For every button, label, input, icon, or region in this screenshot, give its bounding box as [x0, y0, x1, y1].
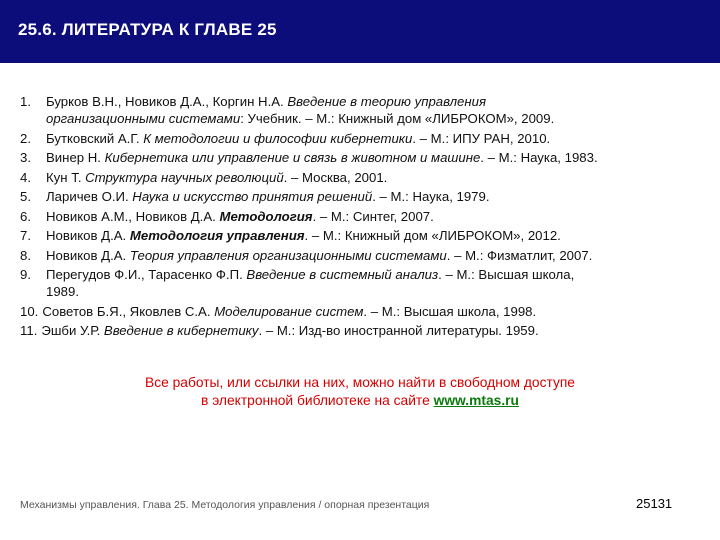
item-publisher-continued: 1989.	[46, 283, 80, 299]
item-publisher: . – М.: Синтег, 2007.	[312, 208, 434, 224]
item-title-continued: организационными системами	[46, 110, 241, 126]
item-authors: Ларичев О.И.	[46, 189, 133, 204]
availability-notice	[60, 374, 660, 410]
list-item	[20, 321, 716, 341]
item-number: 8.	[20, 247, 31, 263]
notice-line-1: Все работы, или ссылки на них, можно найти в свободном доступе	[145, 375, 575, 390]
item-publisher: . – М.: Изд-во иностранной литературы. 1959.	[258, 323, 539, 338]
item-title: Кибернетика или управление и связь в животном и машине	[104, 150, 481, 165]
item-publisher: . – М.: Книжный дом «ЛИБРОКОМ», 2012.	[304, 228, 561, 243]
list-item	[20, 246, 716, 266]
item-title: Наука и искусство принятия решений	[132, 189, 373, 204]
item-title: Методология	[219, 208, 313, 224]
item-publisher: . – Москва, 2001.	[283, 169, 388, 185]
item-title: Введение в теорию управления	[287, 94, 486, 109]
reference-list	[20, 92, 716, 341]
item-authors: Бутковский А.Г.	[46, 130, 144, 146]
item-number: 3.	[20, 150, 31, 165]
item-number: 6.	[20, 208, 31, 224]
item-authors: Бурков В.Н., Новиков Д.А., Коргин Н.А.	[46, 94, 288, 109]
list-item	[20, 148, 716, 168]
item-title: Теория управления организационными системами	[129, 247, 447, 263]
item-number: 7.	[20, 228, 31, 243]
item-authors: Эшби У.Р.	[41, 323, 104, 338]
list-item	[20, 265, 716, 302]
item-number: 4.	[20, 169, 31, 185]
notice-line-2: в электронной библиотеке на сайте	[201, 393, 434, 408]
slide-header	[0, 0, 720, 63]
list-item	[20, 187, 716, 207]
item-authors: Новиков Д.А.	[46, 228, 130, 243]
item-title: Введение в системный анализ	[246, 267, 439, 282]
item-authors: Новиков А.М., Новиков Д.А.	[46, 208, 220, 224]
list-item	[20, 129, 716, 149]
item-publisher: . – М.: Физматлит, 2007.	[446, 247, 593, 263]
slide-title: 25.6. ЛИТЕРАТУРА К ГЛАВЕ 25	[18, 20, 277, 39]
item-authors: Советов Б.Я., Яковлев С.А.	[42, 303, 215, 319]
list-item	[20, 168, 716, 188]
item-authors: Винер Н.	[46, 150, 105, 165]
item-publisher: . – М.: Высшая школа,	[438, 267, 575, 282]
item-publisher: . – М.: ИПУ РАН, 2010.	[412, 130, 551, 146]
list-item	[20, 302, 716, 322]
list-item	[20, 226, 716, 246]
item-authors: Кун Т.	[46, 169, 86, 185]
item-authors: Новиков Д.А.	[46, 247, 130, 263]
item-publisher: . – М.: Наука, 1979.	[372, 189, 490, 204]
item-number: 10.	[20, 303, 39, 319]
item-title: Структура научных революций	[85, 169, 284, 185]
page-number: 25131	[636, 496, 673, 511]
item-publisher: . – М.: Высшая школа, 1998.	[363, 303, 537, 319]
item-title: Методология управления	[129, 228, 305, 243]
item-authors: Перегудов Ф.И., Тарасенко Ф.П.	[46, 267, 247, 282]
item-title: Введение в кибернетику	[103, 323, 259, 338]
item-title: Моделирование систем	[214, 303, 364, 319]
list-item	[20, 207, 716, 227]
item-number: 9.	[20, 267, 31, 282]
item-number: 5.	[20, 189, 31, 204]
item-number: 11.	[20, 323, 38, 338]
item-title: К методологии и философии кибернетики	[143, 130, 413, 146]
list-item	[20, 92, 716, 129]
item-publisher: . – М.: Наука, 1983.	[480, 150, 598, 165]
footer-caption: Механизмы управления. Глава 25. Методология управления / опорная презентация	[20, 499, 430, 511]
item-number: 2.	[20, 130, 31, 146]
library-link[interactable]: www.mtas.ru	[433, 393, 519, 408]
item-number: 1.	[20, 94, 31, 109]
item-publisher: : Учебник. – М.: Книжный дом «ЛИБРОКОМ», 2009.	[240, 110, 555, 126]
